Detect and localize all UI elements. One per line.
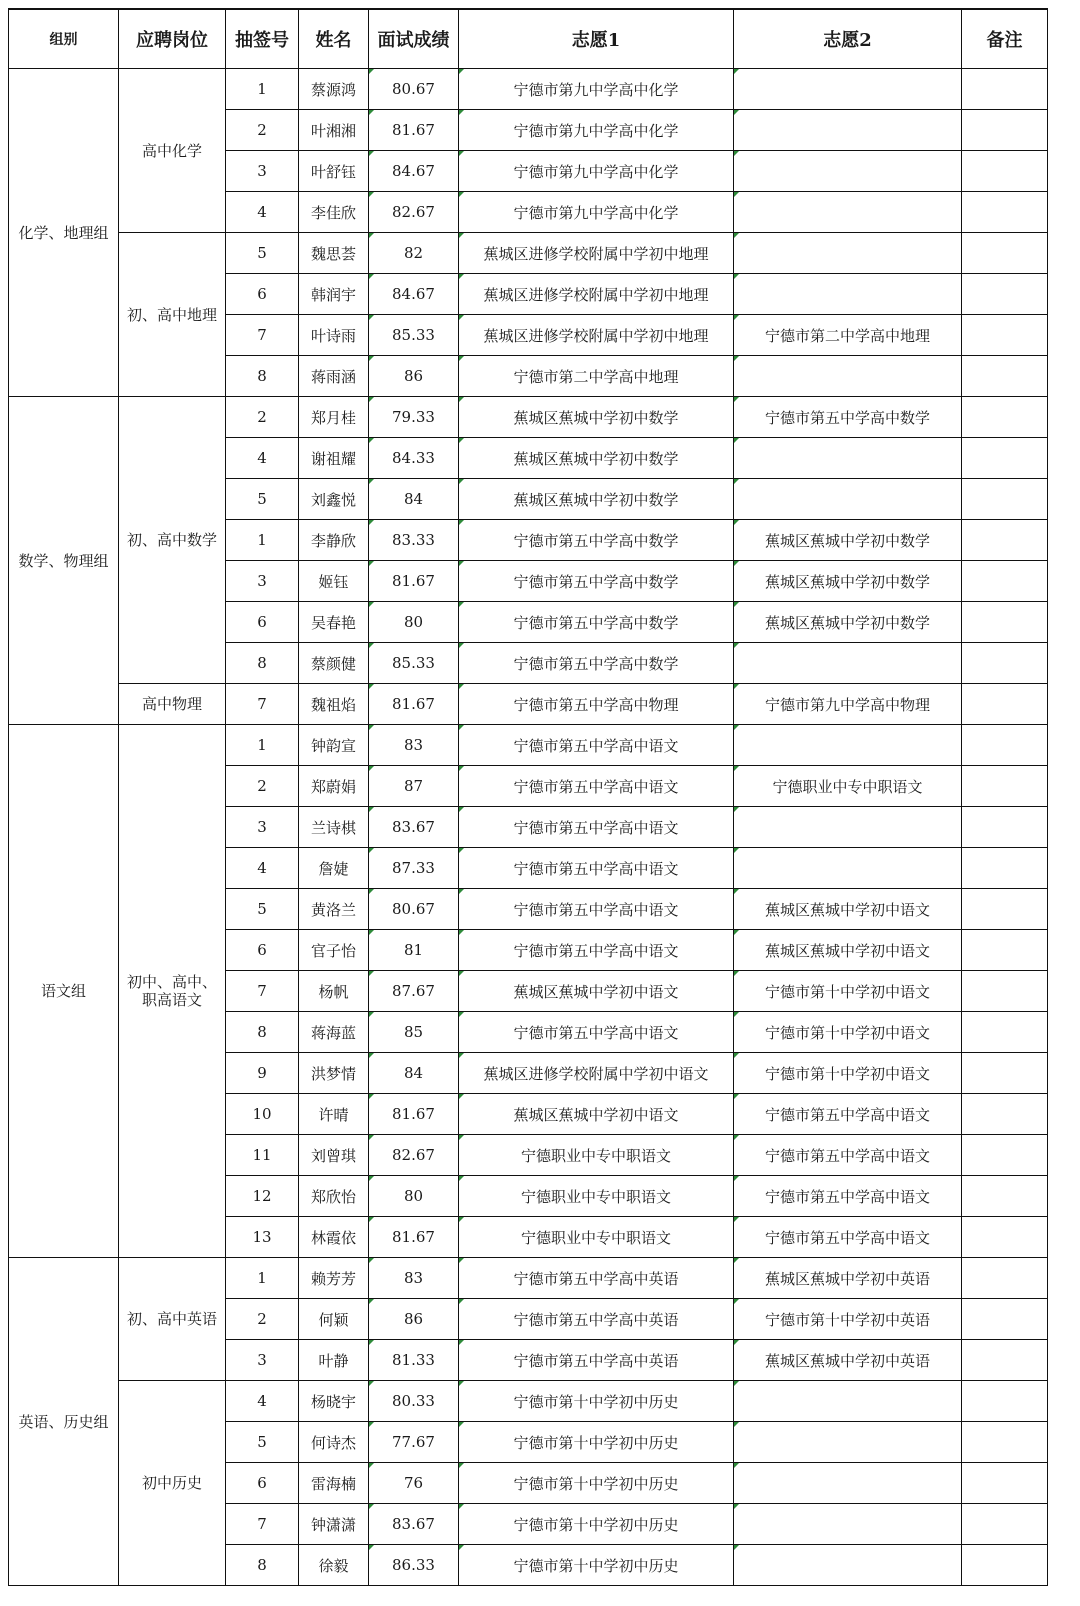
choice1-cell: 宁德市第五中学高中英语 [459, 1258, 734, 1299]
choice2-cell: 蕉城区蕉城中学初中数学 [734, 602, 962, 643]
choice2-cell: 宁德市第五中学高中语文 [734, 1176, 962, 1217]
name-cell: 刘曾琪 [299, 1135, 369, 1176]
choice1-cell: 蕉城区蕉城中学初中语文 [459, 1094, 734, 1135]
score-cell: 84.67 [369, 151, 459, 192]
choice1-cell: 宁德市第五中学高中英语 [459, 1299, 734, 1340]
remark-cell [962, 930, 1048, 971]
choice2-cell: 宁德市第十中学初中语文 [734, 1012, 962, 1053]
choice1-cell: 宁德市第五中学高中语文 [459, 807, 734, 848]
remark-cell [962, 192, 1048, 233]
choice2-cell [734, 110, 962, 151]
name-cell: 詹婕 [299, 848, 369, 889]
score-cell: 83.67 [369, 1504, 459, 1545]
choice2-cell [734, 643, 962, 684]
lot-cell: 6 [226, 274, 299, 315]
lot-cell: 11 [226, 1135, 299, 1176]
score-cell: 81.33 [369, 1340, 459, 1381]
score-cell: 81 [369, 930, 459, 971]
lot-cell: 8 [226, 1012, 299, 1053]
lot-cell: 1 [226, 520, 299, 561]
choice2-cell: 宁德市第九中学高中物理 [734, 684, 962, 725]
lot-cell: 1 [226, 1258, 299, 1299]
choice1-cell: 宁德市第九中学高中化学 [459, 192, 734, 233]
post-cell: 高中化学 [119, 69, 226, 233]
choice2-cell [734, 192, 962, 233]
choice1-cell: 蕉城区蕉城中学初中语文 [459, 971, 734, 1012]
remark-cell [962, 315, 1048, 356]
score-cell: 84.67 [369, 274, 459, 315]
choice1-cell: 蕉城区蕉城中学初中数学 [459, 397, 734, 438]
table-body [9, 69, 1048, 1586]
score-cell: 81.67 [369, 1094, 459, 1135]
lot-cell: 8 [226, 643, 299, 684]
choice1-cell: 宁德市第五中学高中语文 [459, 930, 734, 971]
name-cell: 吴春艳 [299, 602, 369, 643]
choice1-cell: 宁德市第十中学初中历史 [459, 1381, 734, 1422]
score-cell: 82.67 [369, 1135, 459, 1176]
group-cell: 语文组 [9, 725, 119, 1258]
lot-cell: 2 [226, 1299, 299, 1340]
choice2-cell [734, 807, 962, 848]
lot-cell: 4 [226, 192, 299, 233]
name-cell: 杨晓宇 [299, 1381, 369, 1422]
score-cell: 80 [369, 1176, 459, 1217]
table-row [9, 684, 1048, 725]
post-cell: 初中历史 [119, 1381, 226, 1586]
lot-cell: 2 [226, 110, 299, 151]
header-lot: 抽签号 [226, 9, 299, 69]
name-cell: 郑月桂 [299, 397, 369, 438]
remark-cell [962, 1012, 1048, 1053]
choice2-cell: 宁德市第十中学初中语文 [734, 971, 962, 1012]
remark-cell [962, 151, 1048, 192]
name-cell: 叶湘湘 [299, 110, 369, 151]
remark-cell [962, 356, 1048, 397]
choice2-cell: 宁德职业中专中职语文 [734, 766, 962, 807]
remark-cell [962, 643, 1048, 684]
header-score: 面试成绩 [369, 9, 459, 69]
choice2-cell: 宁德市第十中学初中英语 [734, 1299, 962, 1340]
choice1-cell: 宁德市第五中学高中数学 [459, 602, 734, 643]
name-cell: 刘鑫悦 [299, 479, 369, 520]
header-choice1: 志愿1 [459, 9, 734, 69]
remark-cell [962, 725, 1048, 766]
remark-cell [962, 1299, 1048, 1340]
score-cell: 81.67 [369, 684, 459, 725]
lot-cell: 3 [226, 561, 299, 602]
score-cell: 76 [369, 1463, 459, 1504]
choice2-cell: 蕉城区蕉城中学初中英语 [734, 1258, 962, 1299]
choice2-cell [734, 233, 962, 274]
remark-cell [962, 1422, 1048, 1463]
lot-cell: 5 [226, 889, 299, 930]
name-cell: 蔡颜健 [299, 643, 369, 684]
lot-cell: 12 [226, 1176, 299, 1217]
remark-cell [962, 397, 1048, 438]
choice1-cell: 宁德职业中专中职语文 [459, 1217, 734, 1258]
table-row [9, 1258, 1048, 1299]
choice2-cell: 宁德市第五中学高中数学 [734, 397, 962, 438]
remark-cell [962, 1340, 1048, 1381]
remark-cell [962, 848, 1048, 889]
remark-cell [962, 602, 1048, 643]
post-cell: 初、高中地理 [119, 233, 226, 397]
interview-results-table [8, 8, 1048, 1586]
choice1-cell: 宁德市第十中学初中历史 [459, 1422, 734, 1463]
choice2-cell [734, 1463, 962, 1504]
table-row [9, 69, 1048, 110]
table-row [9, 397, 1048, 438]
score-cell: 83 [369, 1258, 459, 1299]
score-cell: 80.67 [369, 69, 459, 110]
name-cell: 蔡源鸿 [299, 69, 369, 110]
name-cell: 钟韵宣 [299, 725, 369, 766]
choice1-cell: 宁德市第五中学高中数学 [459, 520, 734, 561]
choice1-cell: 宁德市第九中学高中化学 [459, 110, 734, 151]
group-cell: 英语、历史组 [9, 1258, 119, 1586]
remark-cell [962, 233, 1048, 274]
choice1-cell: 宁德市第九中学高中化学 [459, 151, 734, 192]
name-cell: 兰诗棋 [299, 807, 369, 848]
choice2-cell [734, 725, 962, 766]
choice2-cell [734, 848, 962, 889]
remark-cell [962, 438, 1048, 479]
lot-cell: 8 [226, 356, 299, 397]
choice1-cell: 宁德市第五中学高中语文 [459, 889, 734, 930]
score-cell: 84 [369, 479, 459, 520]
choice1-cell: 蕉城区进修学校附属中学初中地理 [459, 315, 734, 356]
lot-cell: 3 [226, 1340, 299, 1381]
remark-cell [962, 520, 1048, 561]
score-cell: 85.33 [369, 643, 459, 684]
choice2-cell: 蕉城区蕉城中学初中数学 [734, 561, 962, 602]
remark-cell [962, 971, 1048, 1012]
name-cell: 叶舒钰 [299, 151, 369, 192]
name-cell: 姬钰 [299, 561, 369, 602]
lot-cell: 4 [226, 1381, 299, 1422]
group-cell: 数学、物理组 [9, 397, 119, 725]
name-cell: 官子怡 [299, 930, 369, 971]
remark-cell [962, 1176, 1048, 1217]
choice1-cell: 宁德市第十中学初中历史 [459, 1463, 734, 1504]
name-cell: 何诗杰 [299, 1422, 369, 1463]
remark-cell [962, 1258, 1048, 1299]
choice1-cell: 宁德职业中专中职语文 [459, 1176, 734, 1217]
name-cell: 蒋海蓝 [299, 1012, 369, 1053]
choice1-cell: 宁德市第十中学初中历史 [459, 1504, 734, 1545]
post-cell: 初中、高中、职高语文 [119, 725, 226, 1258]
choice2-cell: 蕉城区蕉城中学初中语文 [734, 889, 962, 930]
lot-cell: 3 [226, 807, 299, 848]
lot-cell: 7 [226, 1504, 299, 1545]
header-post: 应聘岗位 [119, 9, 226, 69]
remark-cell [962, 1135, 1048, 1176]
choice1-cell: 蕉城区蕉城中学初中数学 [459, 479, 734, 520]
name-cell: 许晴 [299, 1094, 369, 1135]
lot-cell: 7 [226, 971, 299, 1012]
remark-cell [962, 69, 1048, 110]
score-cell: 86.33 [369, 1545, 459, 1586]
header-row [9, 9, 1048, 69]
lot-cell: 5 [226, 233, 299, 274]
name-cell: 林霞依 [299, 1217, 369, 1258]
score-cell: 84.33 [369, 438, 459, 479]
score-cell: 81.67 [369, 1217, 459, 1258]
remark-cell [962, 479, 1048, 520]
remark-cell [962, 1094, 1048, 1135]
remark-cell [962, 889, 1048, 930]
lot-cell: 13 [226, 1217, 299, 1258]
choice1-cell: 蕉城区进修学校附属中学初中地理 [459, 233, 734, 274]
choice1-cell: 宁德市第九中学高中化学 [459, 69, 734, 110]
choice2-cell: 宁德市第五中学高中语文 [734, 1135, 962, 1176]
choice2-cell: 蕉城区蕉城中学初中语文 [734, 930, 962, 971]
score-cell: 81.67 [369, 110, 459, 151]
name-cell: 郑蔚娟 [299, 766, 369, 807]
choice1-cell: 宁德市第五中学高中语文 [459, 766, 734, 807]
choice2-cell [734, 151, 962, 192]
name-cell: 叶诗雨 [299, 315, 369, 356]
score-cell: 80.33 [369, 1381, 459, 1422]
choice1-cell: 宁德市第十中学初中历史 [459, 1545, 734, 1586]
score-cell: 84 [369, 1053, 459, 1094]
lot-cell: 1 [226, 69, 299, 110]
name-cell: 韩润宇 [299, 274, 369, 315]
header-name: 姓名 [299, 9, 369, 69]
lot-cell: 10 [226, 1094, 299, 1135]
name-cell: 郑欣怡 [299, 1176, 369, 1217]
choice1-cell: 蕉城区进修学校附属中学初中语文 [459, 1053, 734, 1094]
post-cell: 初、高中数学 [119, 397, 226, 684]
remark-cell [962, 1504, 1048, 1545]
lot-cell: 5 [226, 479, 299, 520]
name-cell: 何颖 [299, 1299, 369, 1340]
name-cell: 钟潇潇 [299, 1504, 369, 1545]
choice2-cell [734, 479, 962, 520]
lot-cell: 4 [226, 438, 299, 479]
name-cell: 谢祖耀 [299, 438, 369, 479]
lot-cell: 9 [226, 1053, 299, 1094]
choice1-cell: 宁德市第五中学高中数学 [459, 561, 734, 602]
choice1-cell: 蕉城区蕉城中学初中数学 [459, 438, 734, 479]
name-cell: 赖芳芳 [299, 1258, 369, 1299]
score-cell: 87.67 [369, 971, 459, 1012]
score-cell: 83.67 [369, 807, 459, 848]
choice2-cell: 蕉城区蕉城中学初中数学 [734, 520, 962, 561]
lot-cell: 2 [226, 766, 299, 807]
lot-cell: 7 [226, 684, 299, 725]
name-cell: 徐毅 [299, 1545, 369, 1586]
choice2-cell [734, 1504, 962, 1545]
score-cell: 81.67 [369, 561, 459, 602]
remark-cell [962, 1545, 1048, 1586]
name-cell: 黄洛兰 [299, 889, 369, 930]
header-choice2: 志愿2 [734, 9, 962, 69]
name-cell: 蒋雨涵 [299, 356, 369, 397]
lot-cell: 6 [226, 930, 299, 971]
choice2-cell: 蕉城区蕉城中学初中英语 [734, 1340, 962, 1381]
lot-cell: 6 [226, 602, 299, 643]
choice2-cell [734, 1545, 962, 1586]
lot-cell: 2 [226, 397, 299, 438]
post-cell: 初、高中英语 [119, 1258, 226, 1381]
remark-cell [962, 561, 1048, 602]
table-row [9, 233, 1048, 274]
choice1-cell: 宁德市第五中学高中语文 [459, 1012, 734, 1053]
choice2-cell [734, 1381, 962, 1422]
name-cell: 叶静 [299, 1340, 369, 1381]
name-cell: 魏思荟 [299, 233, 369, 274]
choice2-cell [734, 69, 962, 110]
name-cell: 洪梦情 [299, 1053, 369, 1094]
score-cell: 79.33 [369, 397, 459, 438]
score-cell: 82.67 [369, 192, 459, 233]
choice2-cell [734, 1422, 962, 1463]
name-cell: 魏祖焰 [299, 684, 369, 725]
group-cell: 化学、地理组 [9, 69, 119, 397]
remark-cell [962, 766, 1048, 807]
score-cell: 80.67 [369, 889, 459, 930]
score-cell: 85 [369, 1012, 459, 1053]
choice1-cell: 宁德市第五中学高中数学 [459, 643, 734, 684]
choice2-cell: 宁德市第五中学高中语文 [734, 1094, 962, 1135]
lot-cell: 7 [226, 315, 299, 356]
choice1-cell: 宁德市第五中学高中英语 [459, 1340, 734, 1381]
choice1-cell: 宁德职业中专中职语文 [459, 1135, 734, 1176]
score-cell: 83.33 [369, 520, 459, 561]
table-row [9, 725, 1048, 766]
score-cell: 86 [369, 1299, 459, 1340]
lot-cell: 5 [226, 1422, 299, 1463]
choice2-cell: 宁德市第五中学高中语文 [734, 1217, 962, 1258]
choice2-cell [734, 356, 962, 397]
score-cell: 86 [369, 356, 459, 397]
lot-cell: 6 [226, 1463, 299, 1504]
score-cell: 85.33 [369, 315, 459, 356]
lot-cell: 4 [226, 848, 299, 889]
remark-cell [962, 807, 1048, 848]
choice1-cell: 宁德市第五中学高中语文 [459, 725, 734, 766]
header-group: 组别 [9, 9, 119, 69]
lot-cell: 3 [226, 151, 299, 192]
name-cell: 杨帆 [299, 971, 369, 1012]
remark-cell [962, 684, 1048, 725]
remark-cell [962, 1463, 1048, 1504]
remark-cell [962, 1381, 1048, 1422]
choice1-cell: 蕉城区进修学校附属中学初中地理 [459, 274, 734, 315]
lot-cell: 8 [226, 1545, 299, 1586]
name-cell: 李静欣 [299, 520, 369, 561]
post-cell: 高中物理 [119, 684, 226, 725]
name-cell: 雷海楠 [299, 1463, 369, 1504]
choice1-cell: 宁德市第五中学高中物理 [459, 684, 734, 725]
name-cell: 李佳欣 [299, 192, 369, 233]
header-remark: 备注 [962, 9, 1048, 69]
remark-cell [962, 1053, 1048, 1094]
remark-cell [962, 1217, 1048, 1258]
choice2-cell: 宁德市第十中学初中语文 [734, 1053, 962, 1094]
remark-cell [962, 274, 1048, 315]
remark-cell [962, 110, 1048, 151]
choice1-cell: 宁德市第五中学高中语文 [459, 848, 734, 889]
score-cell: 77.67 [369, 1422, 459, 1463]
table-row [9, 1381, 1048, 1422]
choice2-cell [734, 274, 962, 315]
score-cell: 83 [369, 725, 459, 766]
lot-cell: 1 [226, 725, 299, 766]
score-cell: 80 [369, 602, 459, 643]
score-cell: 87.33 [369, 848, 459, 889]
score-cell: 82 [369, 233, 459, 274]
score-cell: 87 [369, 766, 459, 807]
choice2-cell: 宁德市第二中学高中地理 [734, 315, 962, 356]
choice1-cell: 宁德市第二中学高中地理 [459, 356, 734, 397]
choice2-cell [734, 438, 962, 479]
